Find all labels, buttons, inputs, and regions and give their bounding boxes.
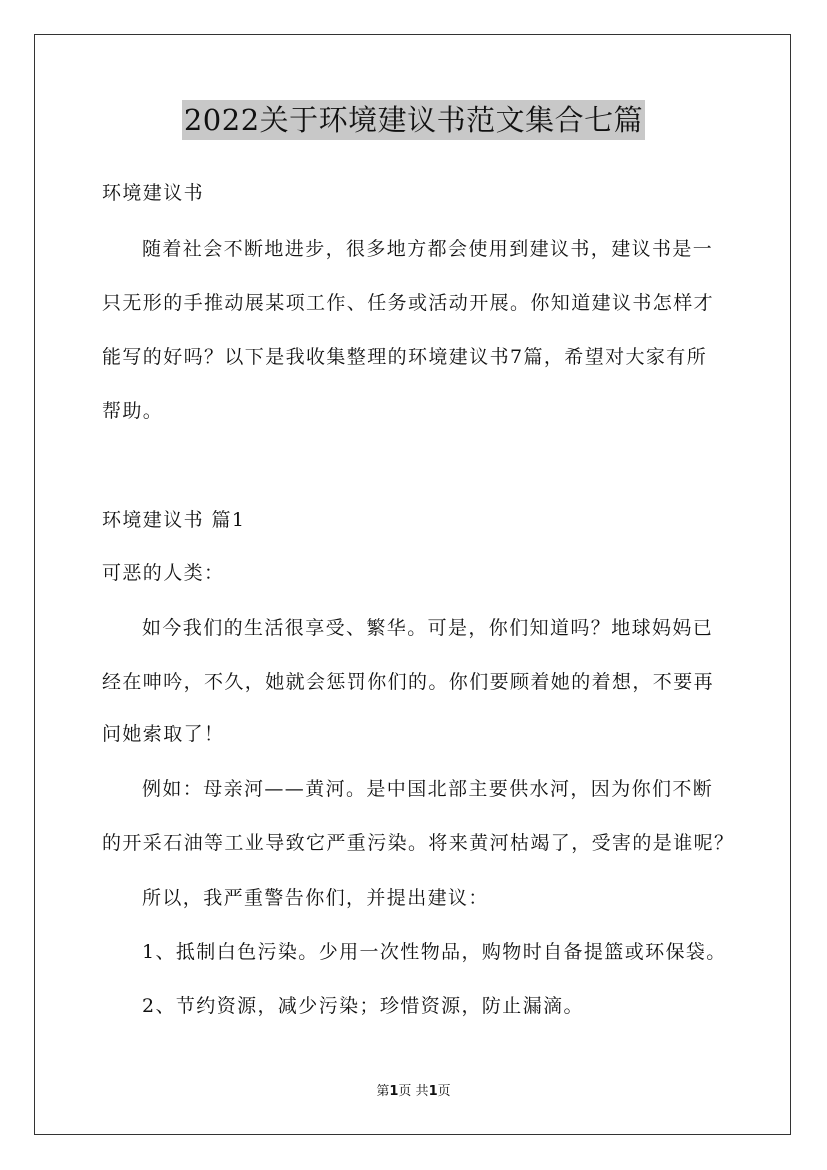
intro-line: 只无形的手推动展某项工作、任务或活动开展。你知道建议书怎样才: [102, 292, 715, 314]
intro-line: 帮助。: [102, 400, 164, 422]
body-line: 的开采石油等工业导致它严重污染。将来黄河枯竭了，受害的是谁呢？: [102, 832, 735, 854]
body-line: 1、抵制白色污染。少用一次性物品，购物时自备提篮或环保袋。: [142, 941, 727, 963]
body-line: 问她索取了！: [102, 723, 225, 745]
body-line: 2、节约资源，减少污染；珍惜资源，防止漏滴。: [142, 995, 584, 1017]
intro-line: 随着社会不断地进步，很多地方都会使用到建议书，建议书是一: [142, 238, 714, 260]
title-container: [0, 100, 827, 140]
section-heading: 环境建议书 篇1: [102, 509, 246, 531]
footer-suffix: 页: [437, 1084, 451, 1099]
footer-page-number: 1: [389, 1084, 399, 1099]
body-line: 如今我们的生活很享受、繁华。可是，你们知道吗？地球妈妈已: [142, 617, 714, 639]
body-line: 所以，我严重警告你们，并提出建议：: [142, 887, 489, 909]
body-line: 经在呻吟，不久，她就会惩罚你们的。你们要顾着她的着想，不要再: [102, 671, 715, 693]
document-title: 2022关于环境建议书范文集合七篇: [182, 100, 645, 140]
footer-mid: 页 共: [398, 1084, 429, 1099]
body-line: 例如：母亲河——黄河。是中国北部主要供水河，因为你们不断: [142, 778, 714, 800]
intro-line: 能写的好吗？以下是我收集整理的环境建议书7篇，希望对大家有所: [102, 346, 708, 368]
page-footer: [0, 1083, 827, 1101]
footer-page-total: 1: [428, 1084, 438, 1099]
salutation: 可恶的人类：: [102, 562, 225, 584]
footer-prefix: 第: [376, 1084, 390, 1099]
document-heading: 环境建议书: [102, 182, 205, 204]
